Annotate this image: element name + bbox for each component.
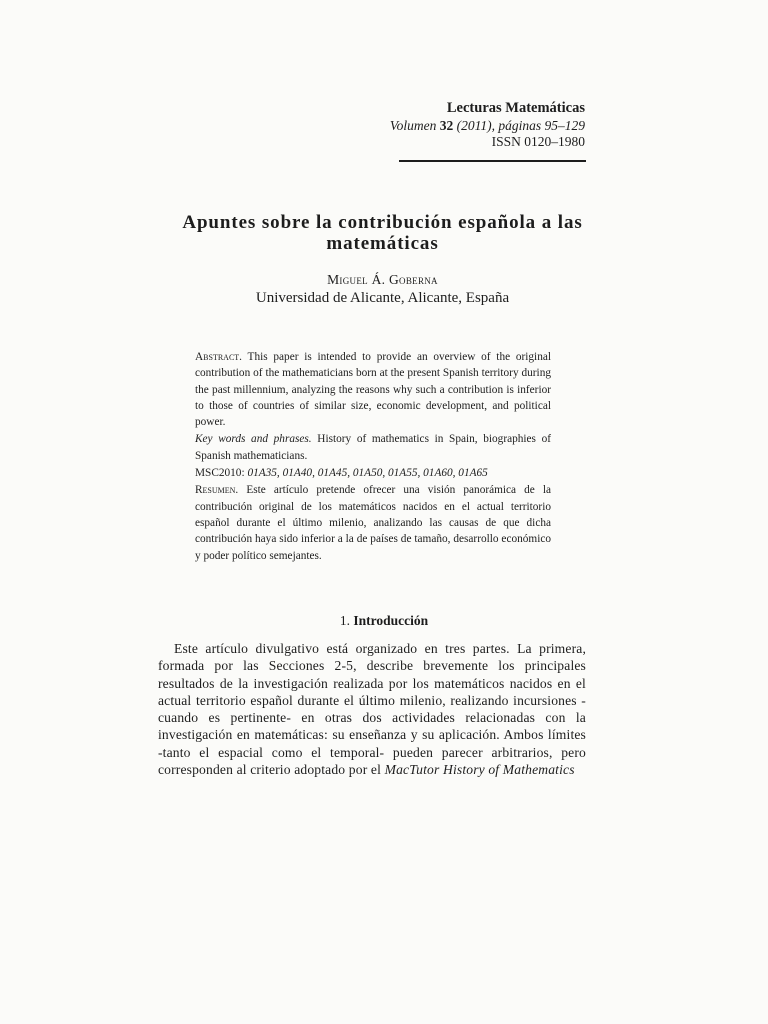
keywords-label: Key words and phrases. (195, 433, 312, 446)
section-title: Introducción (353, 613, 429, 628)
resumen-text: Este artículo pretende ofrecer una visión panorámica de la contribución original de los matemáticos nacidos en el actual territorio español durante el último milenio, analizando las causas de que dicha contribución haya sido inferior a la de países de tamaño, desarrollo económico y poder político semejantes. (195, 484, 551, 562)
volume-suffix: (2011), páginas 95–129 (456, 118, 585, 133)
abstract-text: This paper is intended to provide an overview of the original contribution of the mathematicians born at the present Spanish territory during the past millennium, analyzing the reasons why such a contribution is inferior to those of countries of similar size, economic development, and political power. (195, 351, 551, 429)
intro-text: Este artículo divulgativo está organizado en tres partes. La primera, formada por las Secciones 2-5, describe brevemente los principales resultados de la investigación realizada por los matemáticos nacidos en el actual territorio español durante el último milenio, realizando incursiones -cuando es pertinente- en otras dos actividades relacionadas con la investigación en matemáticas: su enseñanza y su aplicación. Ambos límites -tanto el espacial como el temporal- pueden parecer arbitrarios, pero corresponden al criterio adoptado por el (158, 641, 586, 778)
volume-prefix: Volumen (389, 118, 437, 133)
intro-paragraph (158, 640, 586, 778)
resumen-paragraph (195, 482, 551, 563)
msc-paragraph (195, 465, 551, 481)
abstract-label: Abstract. (195, 351, 242, 363)
header-rule (399, 160, 586, 162)
msc-label: MSC2010: (195, 467, 245, 480)
author-affiliation: Universidad de Alicante, Alicante, España (255, 290, 510, 306)
issn: ISSN 0120–1980 (491, 134, 585, 149)
keywords-paragraph (195, 431, 551, 464)
volume-number: 32 (439, 118, 454, 133)
body-text (158, 640, 586, 778)
journal-name: Lecturas Matemáticas (446, 100, 585, 116)
intro-italic-tail: MacTutor History of Mathematics (384, 762, 575, 778)
msc-codes: 01A35, 01A40, 01A45, 01A50, 01A55, 01A60, 01A65 (247, 467, 488, 480)
section-heading (150, 613, 618, 629)
keywords-text: History of mathematics in Spain, biographies of Spanish mathematicians. (195, 433, 551, 462)
volume-line (390, 118, 585, 134)
resumen-label: Resumen. (195, 484, 239, 497)
paper-title: Apuntes sobre la contribución española a las matemáticas (182, 212, 583, 254)
journal-header (390, 100, 585, 150)
author-name: Miguel Á. Goberna (327, 272, 438, 287)
section-number: 1. (339, 613, 350, 628)
abstract-paragraph (195, 349, 551, 430)
abstract-block (195, 349, 551, 565)
